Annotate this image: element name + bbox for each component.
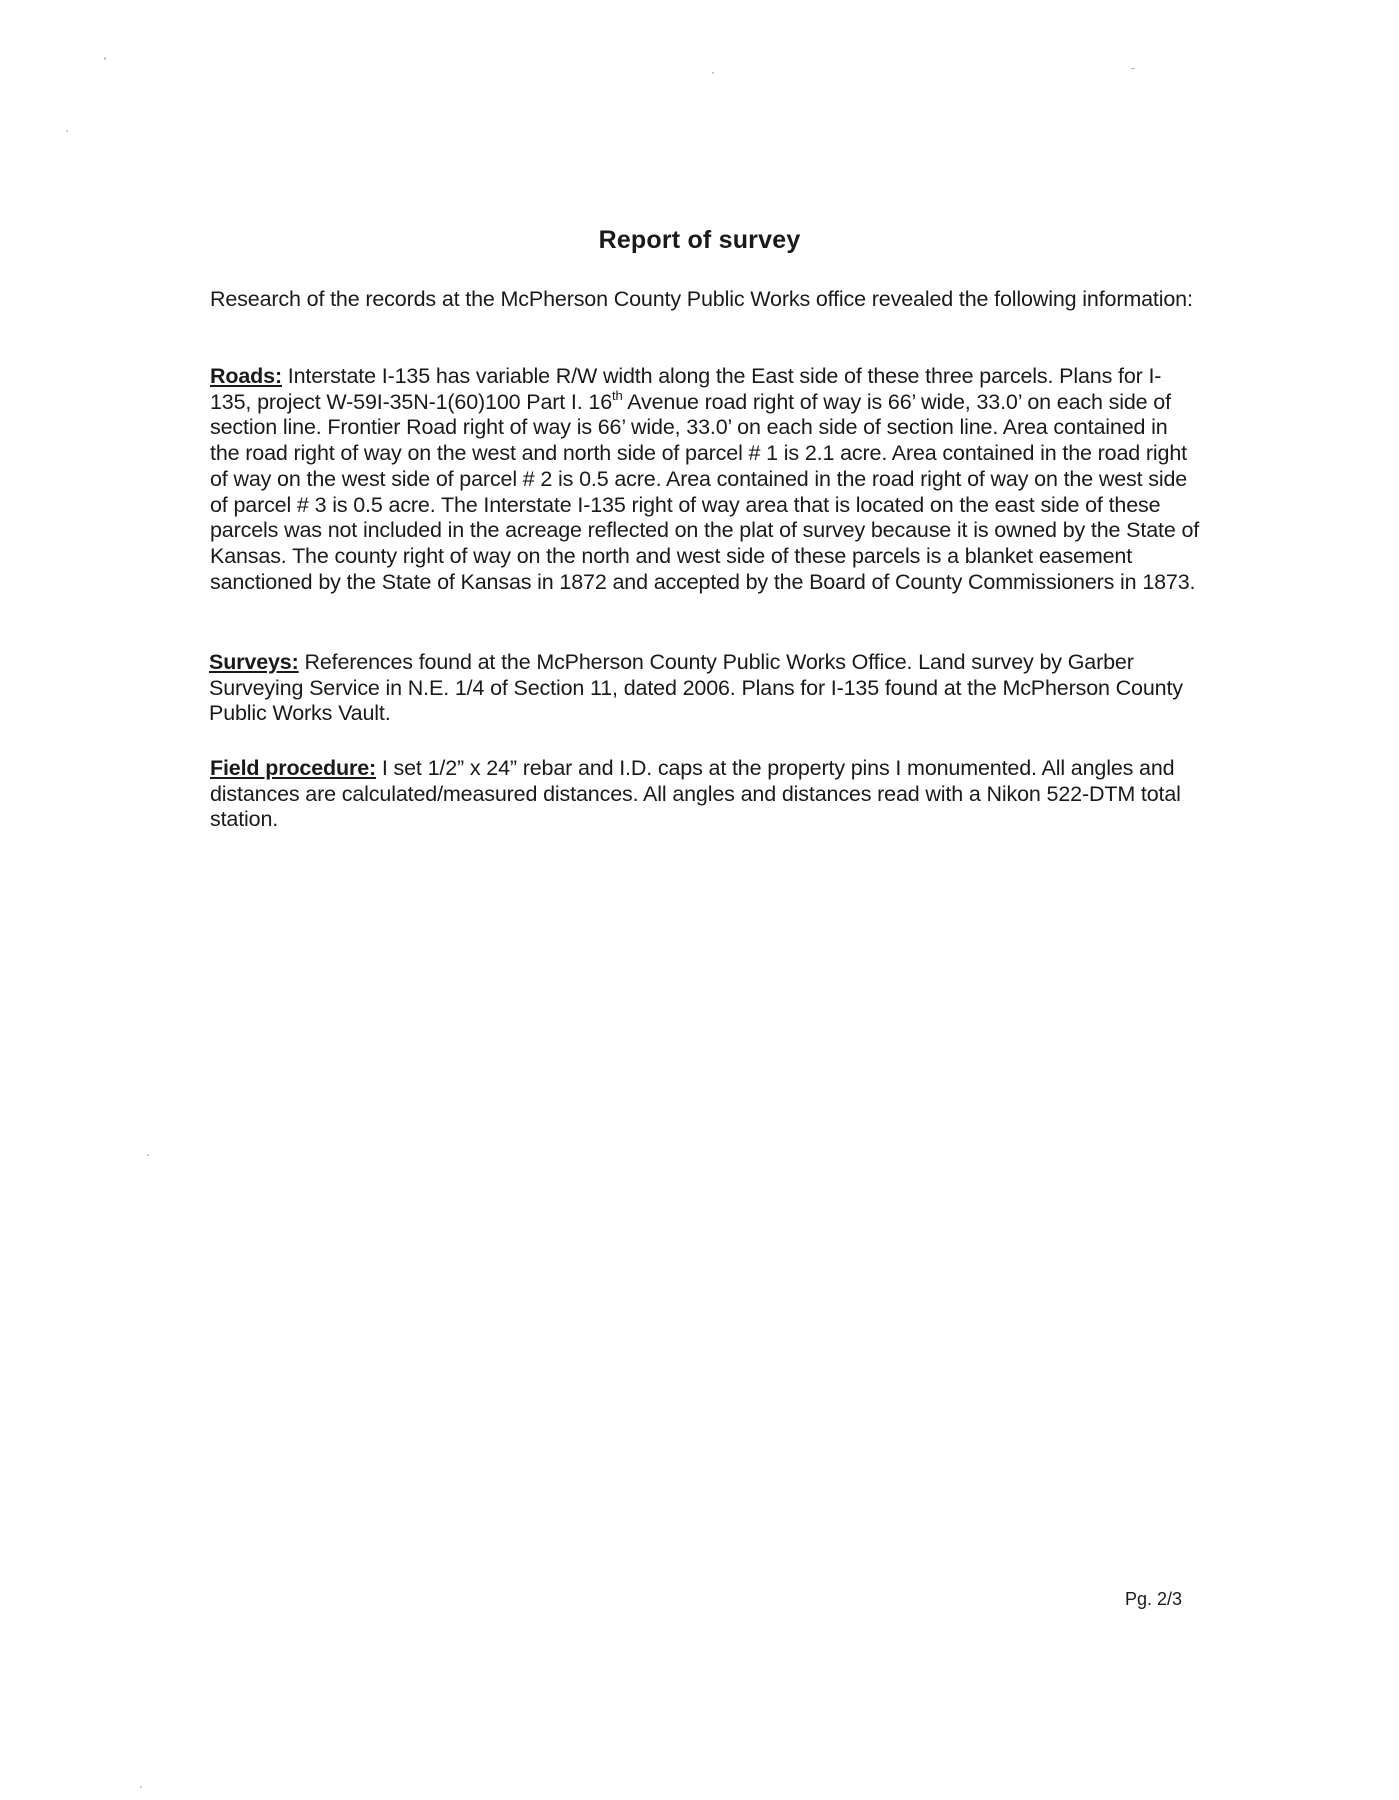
roads-text-part2: Avenue road right of way is 66’ wide, 33.0’ on each side of section line. Frontier Road right of way is 66’ wide, 33.0’ on each side of section line. Area contained in the road right of way on the west and north side of parcel # 1 is 2.1 acre. Area contained in the road right of way on the west side of parcel # 2 is 0.5 acre. Area contained in the road right of way on the west side of parcel # 3 is 0.5 acre. The Interstate I-135 right of way area that is located on the east side of these parcels was not included in the acreage reflected on the plat of survey because it is owned by the State of Kansas. The county right of way on the north and west side of these parcels is a blanket easement sanctioned by the State of Kansas in 1872 and accepted by the Board of County Commissioners in 1873. (210, 389, 1200, 594)
scan-speck (66, 130, 68, 132)
surveys-heading: Surveys: (209, 650, 299, 674)
roads-paragraph (210, 364, 1200, 595)
surveys-paragraph (209, 650, 1199, 727)
scan-speck (140, 1786, 142, 1788)
report-title: Report of survey (598, 226, 801, 254)
scan-speck (1131, 68, 1135, 69)
field-procedure-paragraph (210, 756, 1200, 833)
ordinal-superscript: th (612, 387, 623, 403)
intro-paragraph: Research of the records at the McPherson County Public Works office revealed the following information: (210, 287, 1193, 311)
page-number: Pg. 2/3 (1125, 1589, 1183, 1609)
scan-speck (147, 1154, 149, 1156)
roads-heading: Roads: (210, 364, 282, 388)
field-procedure-text: I set 1/2” x 24” rebar and I.D. caps at the property pins I monumented. All angles and distances are calculated/measured distances. All angles and distances read with a Nikon 522-DTM total station. (210, 756, 1181, 832)
surveys-text: References found at the McPherson County Public Works Office. Land survey by Garber Surveying Service in N.E. 1/4 of Section 11, dated 2006. Plans for I-135 found at the McPherson County Public Works Vault. (209, 650, 1183, 726)
roads-text-part1: Interstate I-135 has variable R/W width along the East side of these three parcels. Plans for I-135, project W-59I-35N-1(60)100 Part I. 16 (210, 364, 1162, 414)
scan-speck (104, 57, 106, 60)
scan-speck (712, 72, 714, 74)
field-procedure-heading: Field procedure: (210, 756, 377, 780)
